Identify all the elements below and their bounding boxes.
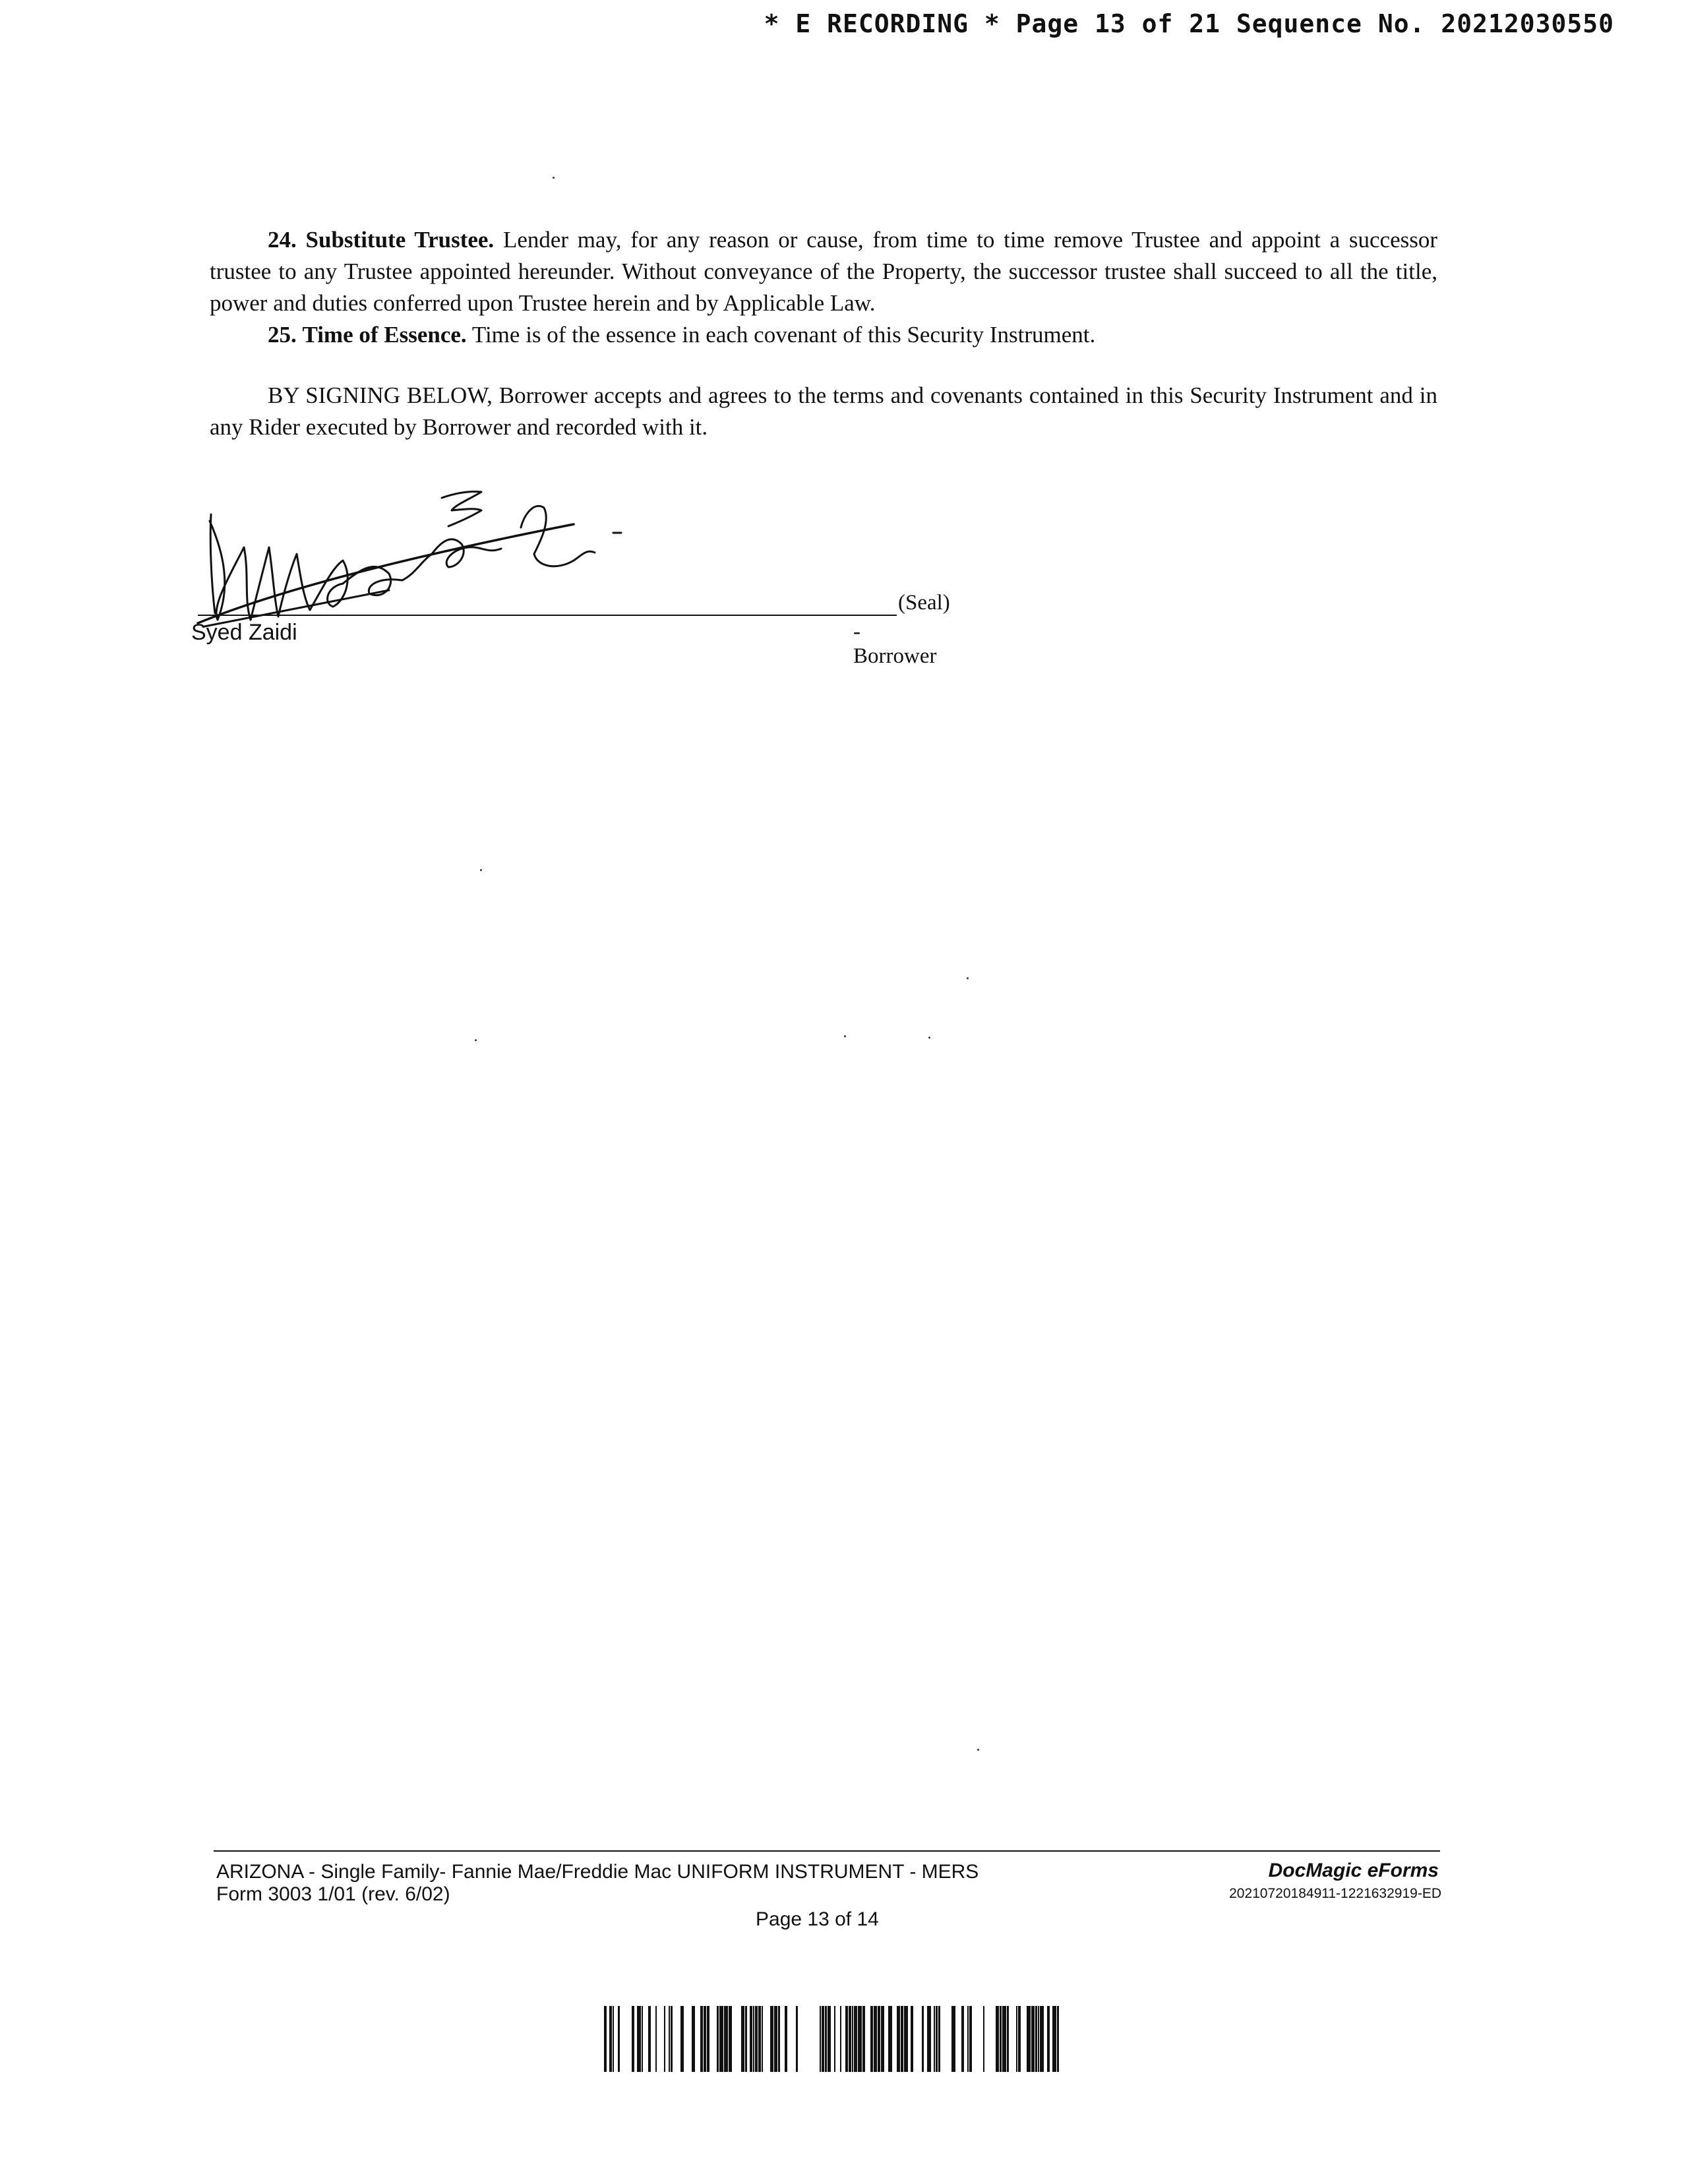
handwritten-signature — [191, 462, 653, 640]
scan-speck — [475, 1039, 477, 1041]
barcode-bar — [609, 2006, 612, 2072]
barcode-bar — [927, 2006, 931, 2072]
document-body — [210, 224, 1437, 443]
barcode-bar — [1040, 2006, 1044, 2072]
barcode-bar — [822, 2006, 824, 2072]
barcode-bar — [1000, 2006, 1002, 2072]
barcode-bar — [852, 2006, 853, 2072]
barcode-bar — [655, 2006, 657, 2072]
barcode-bar — [936, 2006, 938, 2072]
footer-page-number: Page 13 of 14 — [756, 1908, 879, 1930]
scan-speck — [480, 869, 482, 871]
barcode-bar — [724, 2006, 728, 2072]
barcode-bar — [753, 2006, 754, 2072]
barcode-bar — [1047, 2006, 1050, 2072]
document-barcode — [604, 2006, 1059, 2072]
barcode-bar — [648, 2006, 651, 2072]
barcode-bar — [901, 2006, 903, 2072]
barcode-bar — [1018, 2006, 1021, 2072]
barcode-bar — [704, 2006, 706, 2072]
barcode-bar — [750, 2006, 752, 2072]
recording-stamp: * E RECORDING * Page 13 of 21 Sequence No. 20212030550 — [764, 9, 1614, 38]
footer-rule — [214, 1850, 1440, 1852]
barcode-bar — [934, 2006, 935, 2072]
signer-role: -Borrower — [853, 620, 937, 668]
scan-speck — [844, 1035, 846, 1037]
barcode-bar — [825, 2006, 827, 2072]
barcode-bar — [858, 2006, 862, 2072]
footer-document-code: 20210720184911-1221632919-ED — [1229, 1886, 1441, 1901]
section-24 — [210, 224, 1437, 319]
section-25-title: Time of Essence. — [302, 322, 467, 348]
barcode-bar — [922, 2006, 924, 2072]
barcode-bar — [849, 2006, 851, 2072]
section-25 — [210, 319, 1437, 351]
barcode-bar — [951, 2006, 955, 2072]
barcode-bar — [745, 2006, 747, 2072]
barcode-bar — [1035, 2006, 1037, 2072]
barcode-bar — [642, 2006, 643, 2072]
docmagic-logo: DocMagic eForms — [1268, 1860, 1439, 1881]
barcode-bar — [888, 2006, 892, 2072]
signature-block — [191, 462, 950, 668]
signer-name: Syed Zaidi — [191, 620, 297, 645]
barcode-bar — [1027, 2006, 1031, 2072]
barcode-bar — [840, 2006, 841, 2072]
barcode-bar — [741, 2006, 744, 2072]
barcode-bar — [854, 2006, 857, 2072]
barcode-bar — [700, 2006, 703, 2072]
barcode-bar — [755, 2006, 758, 2072]
barcode-bar — [785, 2006, 787, 2072]
barcode-bar — [796, 2006, 798, 2072]
barcode-bar — [762, 2006, 763, 2072]
barcode-bar — [671, 2006, 673, 2072]
barcode-bar — [904, 2006, 908, 2072]
barcode-bar — [692, 2006, 695, 2072]
barcode-bar — [878, 2006, 880, 2072]
barcode-bar — [828, 2006, 831, 2072]
barcode-bar — [1007, 2006, 1009, 2072]
barcode-bar — [1052, 2006, 1056, 2072]
barcode-bar — [881, 2006, 884, 2072]
barcode-bar — [969, 2006, 972, 2072]
barcode-bar — [774, 2006, 777, 2072]
section-24-text: Lender may, for any reason or cause, from time to time remove Trustee and appoint a successor trustee to any Trustee appointed hereunder. Without conveyance of the Property, the successor trustee shall succeed to all the title, power and duties conferred upon Trustee herein and by Applicable Law. — [210, 227, 1438, 316]
barcode-bar — [911, 2006, 913, 2072]
barcode-bar — [938, 2006, 940, 2072]
barcode-bar — [1016, 2006, 1017, 2072]
barcode-bar — [845, 2006, 848, 2072]
barcode-bar — [1031, 2006, 1035, 2072]
barcode-bar — [664, 2006, 665, 2072]
barcode-bar — [870, 2006, 873, 2072]
barcode-bar — [996, 2006, 999, 2072]
seal-label: (Seal) — [898, 591, 950, 615]
barcode-bar — [618, 2006, 620, 2072]
barcode-bar — [669, 2006, 670, 2072]
barcode-bar — [1057, 2006, 1059, 2072]
footer-form-info — [216, 1861, 979, 1906]
footer-form-number: Form 3003 1/01 (rev. 6/02) — [216, 1883, 450, 1905]
footer-form-title: ARIZONA - Single Family- Fannie Mae/Freddie Mac UNIFORM INSTRUMENT - MERS — [216, 1861, 979, 1883]
section-25-text: Time is of the essence in each covenant of this Security Instrument. — [471, 322, 1096, 348]
barcode-bar — [1002, 2006, 1006, 2072]
barcode-bar — [729, 2006, 732, 2072]
barcode-bar — [613, 2006, 614, 2072]
barcode-bar — [961, 2006, 964, 2072]
barcode-bar — [707, 2006, 709, 2072]
scan-speck — [977, 1749, 979, 1751]
barcode-bar — [770, 2006, 773, 2072]
barcode-bar — [1038, 2006, 1039, 2072]
scan-speck — [967, 977, 969, 979]
signing-statement: BY SIGNING BELOW, Borrower accepts and agrees to the terms and covenants contained in this Security Instrument and in any Rider executed by Borrower and recorded with it. — [210, 382, 1437, 440]
barcode-bar — [967, 2006, 969, 2072]
scan-speck — [553, 177, 555, 179]
barcode-bar — [637, 2006, 641, 2072]
section-25-number: 25. — [268, 322, 297, 348]
barcode-bar — [680, 2006, 684, 2072]
barcode-bar — [758, 2006, 761, 2072]
barcode-bar — [604, 2006, 607, 2072]
barcode-bar — [862, 2006, 865, 2072]
barcode-bar — [983, 2006, 984, 2072]
barcode-bar — [719, 2006, 723, 2072]
barcode-bar — [778, 2006, 780, 2072]
scan-speck — [928, 1037, 930, 1039]
barcode-bar — [820, 2006, 821, 2072]
barcode-bar — [897, 2006, 900, 2072]
signature-line — [198, 615, 897, 616]
section-24-number: 24. — [268, 227, 297, 253]
barcode-bar — [632, 2006, 634, 2072]
barcode-bar — [717, 2006, 719, 2072]
section-24-title: Substitute Trustee. — [305, 227, 495, 253]
barcode-bar — [874, 2006, 877, 2072]
barcode-bar — [834, 2006, 835, 2072]
